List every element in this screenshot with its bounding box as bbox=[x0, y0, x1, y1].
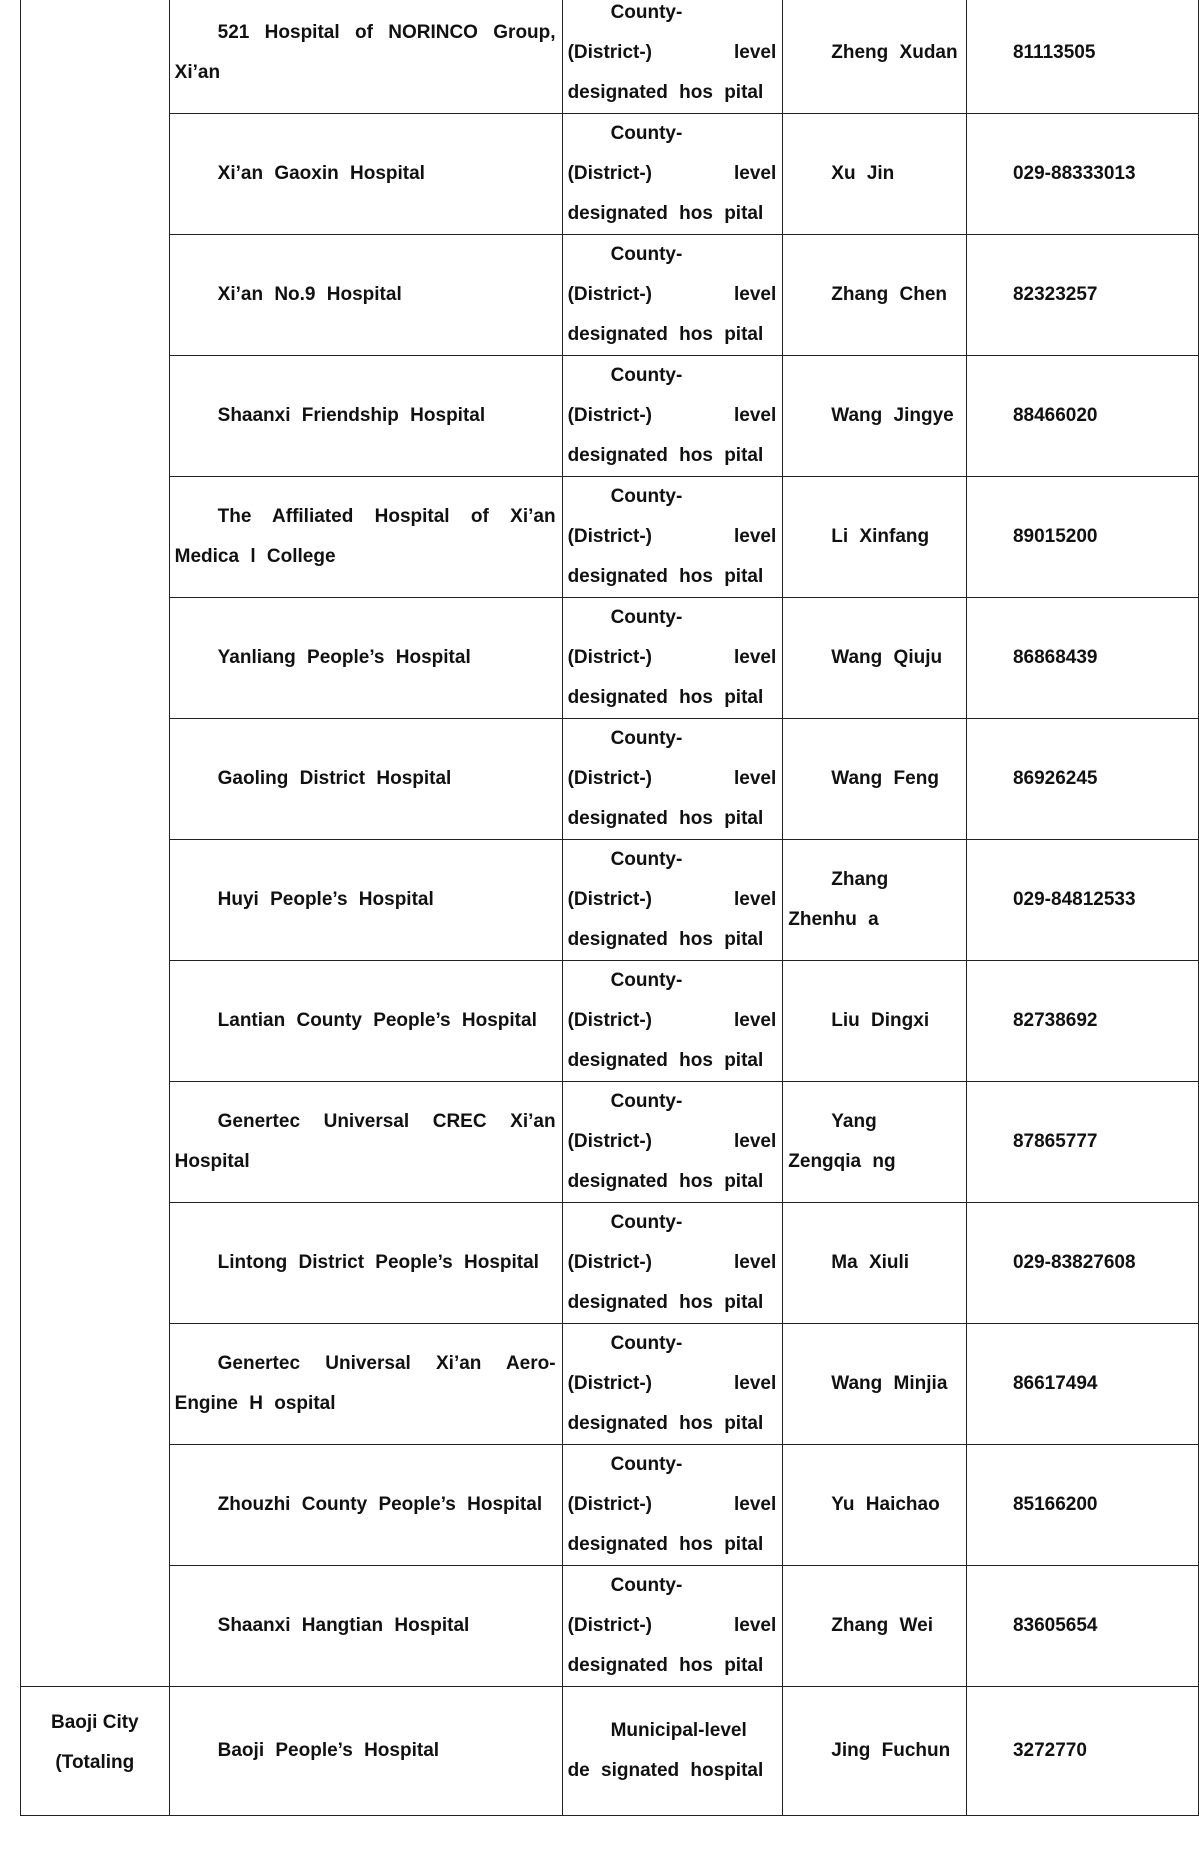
table-row bbox=[21, 598, 1199, 719]
phone-number-cell: 86926245 bbox=[966, 719, 1198, 840]
designation-level-cell: County- (District-) level designated hos pital bbox=[562, 356, 783, 477]
phone-number-cell: 029-84812533 bbox=[966, 840, 1198, 961]
phone-number-cell: 3272770 bbox=[966, 1687, 1198, 1816]
contact-person-cell: Jing Fuchun bbox=[783, 1687, 967, 1816]
hospital-name-cell: Zhouzhi County People’s Hospital bbox=[169, 1445, 562, 1566]
table-row bbox=[21, 477, 1199, 598]
designation-level-cell: County- (District-) level designated hos pital bbox=[562, 1082, 783, 1203]
contact-person-cell: Xu Jin bbox=[783, 114, 967, 235]
table-row bbox=[21, 1445, 1199, 1566]
hospital-name-cell: 521 Hospital of NORINCO Group, Xi’an bbox=[169, 0, 562, 114]
city-cell: Baoji City (Totaling bbox=[21, 1687, 170, 1816]
phone-number-cell: 82323257 bbox=[966, 235, 1198, 356]
table-row bbox=[21, 114, 1199, 235]
phone-number-cell: 029-83827608 bbox=[966, 1203, 1198, 1324]
contact-person-cell: Wang Minjia bbox=[783, 1324, 967, 1445]
contact-person-cell: Wang Qiuju bbox=[783, 598, 967, 719]
phone-number-cell: 86617494 bbox=[966, 1324, 1198, 1445]
table-row bbox=[21, 0, 1199, 114]
contact-person-cell: Liu Dingxi bbox=[783, 961, 967, 1082]
designation-level-cell: County- (District-) level designated hos pital bbox=[562, 0, 783, 114]
contact-person-cell: Yu Haichao bbox=[783, 1445, 967, 1566]
hospital-name-cell: Genertec Universal Xi’an Aero-Engine H ospital bbox=[169, 1324, 562, 1445]
designation-level-cell: County- (District-) level designated hos pital bbox=[562, 1324, 783, 1445]
hospital-name-cell: Shaanxi Friendship Hospital bbox=[169, 356, 562, 477]
designation-level-cell: County- (District-) level designated hos pital bbox=[562, 1203, 783, 1324]
hospital-name-cell: Genertec Universal CREC Xi’an Hospital bbox=[169, 1082, 562, 1203]
phone-number-cell: 82738692 bbox=[966, 961, 1198, 1082]
hospital-name-cell: Xi’an Gaoxin Hospital bbox=[169, 114, 562, 235]
phone-number-cell: 85166200 bbox=[966, 1445, 1198, 1566]
table-row bbox=[21, 1566, 1199, 1687]
contact-person-cell: Zhang Zhenhu a bbox=[783, 840, 967, 961]
hospital-name-cell: Yanliang People’s Hospital bbox=[169, 598, 562, 719]
designation-level-cell: County- (District-) level designated hos pital bbox=[562, 961, 783, 1082]
hospital-table bbox=[20, 0, 1199, 1816]
designation-level-cell: County- (District-) level designated hos pital bbox=[562, 1445, 783, 1566]
city-cell-merged bbox=[21, 0, 170, 1687]
hospital-name-cell: Huyi People’s Hospital bbox=[169, 840, 562, 961]
table-row bbox=[21, 840, 1199, 961]
designation-level-cell: County- (District-) level designated hos pital bbox=[562, 477, 783, 598]
hospital-name-cell: The Affiliated Hospital of Xi’an Medica l College bbox=[169, 477, 562, 598]
table-row bbox=[21, 235, 1199, 356]
contact-person-cell: Yang Zengqia ng bbox=[783, 1082, 967, 1203]
phone-number-cell: 86868439 bbox=[966, 598, 1198, 719]
hospital-name-cell: Lantian County People’s Hospital bbox=[169, 961, 562, 1082]
hospital-name-cell: Shaanxi Hangtian Hospital bbox=[169, 1566, 562, 1687]
table-row bbox=[21, 1324, 1199, 1445]
hospital-name-cell: Lintong District People’s Hospital bbox=[169, 1203, 562, 1324]
hospital-name-cell: Baoji People’s Hospital bbox=[169, 1687, 562, 1816]
designation-level-cell: County- (District-) level designated hos pital bbox=[562, 840, 783, 961]
contact-person-cell: Wang Feng bbox=[783, 719, 967, 840]
phone-number-cell: 81113505 bbox=[966, 0, 1198, 114]
designation-level-cell: County- (District-) level designated hos pital bbox=[562, 1566, 783, 1687]
contact-person-cell: Li Xinfang bbox=[783, 477, 967, 598]
phone-number-cell: 029-88333013 bbox=[966, 114, 1198, 235]
phone-number-cell: 83605654 bbox=[966, 1566, 1198, 1687]
designation-level-cell: County- (District-) level designated hos pital bbox=[562, 114, 783, 235]
hospital-name-cell: Xi’an No.9 Hospital bbox=[169, 235, 562, 356]
table-row-baoji bbox=[21, 1687, 1199, 1816]
phone-number-cell: 87865777 bbox=[966, 1082, 1198, 1203]
table-row bbox=[21, 961, 1199, 1082]
table-row bbox=[21, 1203, 1199, 1324]
table-row bbox=[21, 719, 1199, 840]
designation-level-cell: Municipal-level de signated hospital bbox=[562, 1687, 783, 1816]
contact-person-cell: Wang Jingye bbox=[783, 356, 967, 477]
hospital-name-cell: Gaoling District Hospital bbox=[169, 719, 562, 840]
contact-person-cell: Zhang Chen bbox=[783, 235, 967, 356]
phone-number-cell: 89015200 bbox=[966, 477, 1198, 598]
designation-level-cell: County- (District-) level designated hos pital bbox=[562, 598, 783, 719]
contact-person-cell: Zhang Wei bbox=[783, 1566, 967, 1687]
phone-number-cell: 88466020 bbox=[966, 356, 1198, 477]
contact-person-cell: Ma Xiuli bbox=[783, 1203, 967, 1324]
designation-level-cell: County- (District-) level designated hos pital bbox=[562, 235, 783, 356]
designation-level-cell: County- (District-) level designated hos pital bbox=[562, 719, 783, 840]
hospital-table-body bbox=[21, 0, 1199, 1816]
contact-person-cell: Zheng Xudan bbox=[783, 0, 967, 114]
table-row bbox=[21, 356, 1199, 477]
table-row bbox=[21, 1082, 1199, 1203]
